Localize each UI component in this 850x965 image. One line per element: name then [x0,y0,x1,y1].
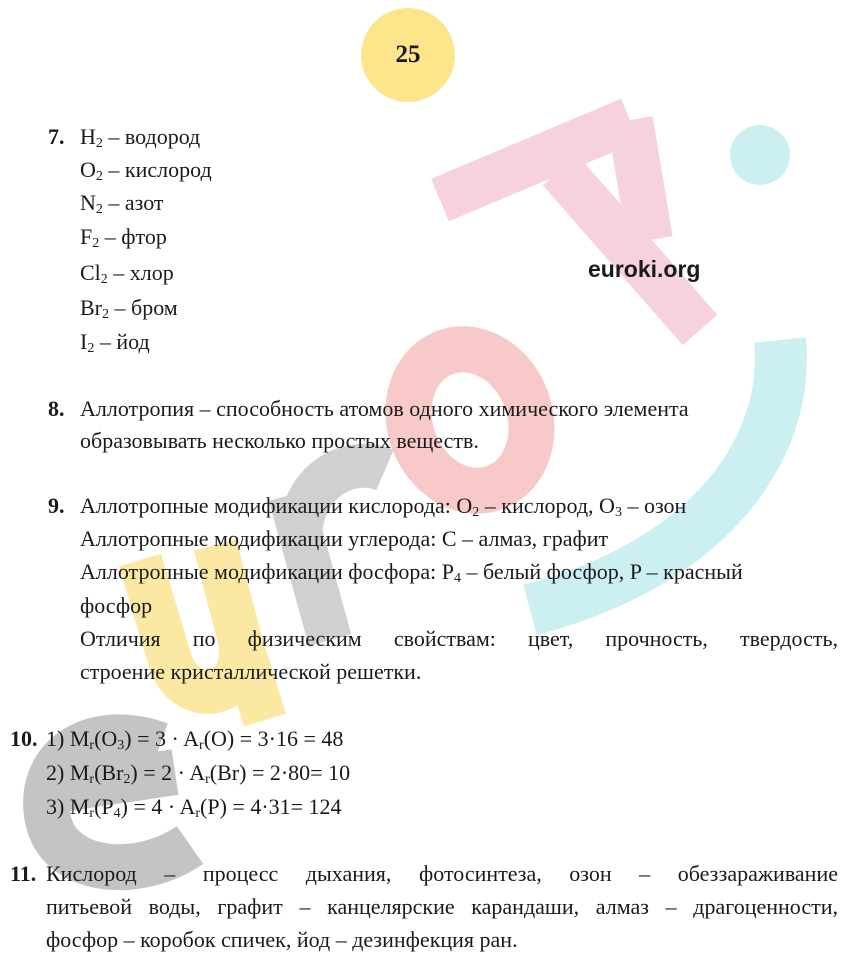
q11-line-3: фосфор – коробок спичек, йод – дезинфекция ран. [46,927,518,952]
q10-row-2: 2) $M_r(Br_2) = 2 \cdot A_r(Br) = 2\cdot 80= 10$ [46,760,351,787]
q8-line-2: образовывать несколько простых веществ. [80,428,479,453]
q9-line-1: Аллотропные модификации кислорода: $O_2$ – кислород, $O_3$ – озон [80,493,687,520]
page-number: 25 [395,41,421,68]
q11-line-2: питьевой воды, графит – канцелярские карандаши, алмаз – драгоценности, [46,894,838,919]
q7-item-2: $N_2$ – азот [80,190,164,217]
q10-row-3: 3) $M_r(P_4) = 4 \cdot A_r(P) = 4\cdot 31= 124$ [46,794,342,821]
q8-line-1: Аллотропия – способность атомов одного химического элемента [80,396,689,421]
q11-number: 11. [10,861,37,886]
q8-number: 8. [48,396,65,421]
q7-item-5: $Br_2$ – бром [80,295,178,322]
q7-item-6: $I_2$ – йод [80,329,150,356]
q9-line-2: Аллотропные модификации углерода: С – алмаз, графит [80,526,609,551]
q9-line-3: Аллотропные модификации фосфора: $P_4$ – белый фосфор, P – красный [80,559,743,586]
q9-line-5: Отличия по физическим свойствам: цвет, прочность, твердость, [80,626,838,651]
q7-number: 7. [48,124,65,149]
q9-line-6: строение кристаллической решетки. [80,659,422,684]
q10-row-1: 1) $M_r(O_3) = 3 \cdot A_r(O) = 3\cdot 16 = 48$ [46,726,344,753]
q10-number: 10. [10,726,38,751]
q7-item-0: $H_2$ – водород [80,124,201,151]
q7-item-3: $F_2$ – фтор [80,224,167,251]
site-label: euroki.org [588,256,701,282]
q7-item-4: $Cl_2$ – хлор [80,260,174,287]
q9-line-4: фосфор [80,593,153,618]
q11-line-1: Кислород – процесс дыхания, фотосинтеза, озон – обеззараживание [46,861,838,886]
watermark-letter-k [440,120,700,330]
page-number-badge [361,8,455,102]
q9-number: 9. [48,493,65,518]
q7-item-1: $O_2$ – кислород [80,157,212,184]
